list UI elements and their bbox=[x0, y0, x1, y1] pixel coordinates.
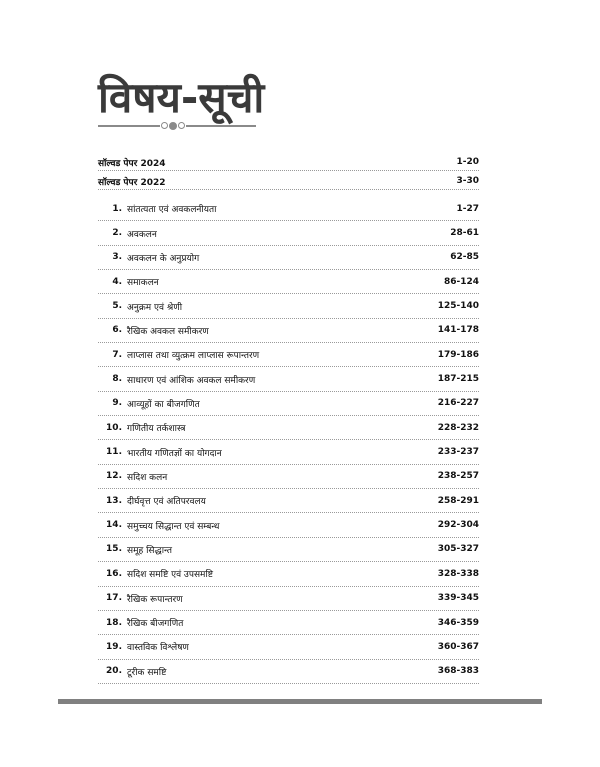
ornament-dot bbox=[169, 122, 177, 130]
chapter-title: अवकलन के अनुप्रयोग bbox=[127, 253, 200, 264]
chapter-pages: 339-345 bbox=[437, 593, 479, 604]
chapter-pages: 141-178 bbox=[437, 325, 479, 336]
chapter-number: 17. bbox=[106, 593, 122, 604]
chapter-pages: 360-367 bbox=[437, 641, 479, 652]
chapter-row[interactable] bbox=[98, 660, 479, 684]
chapter-pages: 62-85 bbox=[450, 252, 479, 263]
divider-line-right bbox=[186, 125, 256, 127]
chapter-row[interactable] bbox=[98, 294, 479, 318]
chapter-title: लाप्लास तथा व्युत्क्रम लाप्लास रूपान्तरण bbox=[127, 351, 260, 362]
chapter-number: 5. bbox=[112, 301, 122, 312]
chapter-pages: 292-304 bbox=[437, 520, 479, 531]
chapter-row[interactable] bbox=[98, 392, 479, 416]
chapter-row[interactable] bbox=[98, 197, 479, 221]
chapter-pages: 28-61 bbox=[450, 228, 479, 239]
chapter-number: 18. bbox=[106, 617, 122, 628]
chapter-pages: 228-232 bbox=[437, 422, 479, 433]
chapter-title: गणितीय तर्कशास्त्र bbox=[127, 424, 186, 435]
chapter-title: समुच्चय सिद्धान्त एवं सम्बन्ध bbox=[127, 521, 220, 532]
chapter-title: समूह सिद्धान्त bbox=[127, 545, 172, 556]
footer-rule bbox=[58, 699, 542, 704]
chapter-number: 6. bbox=[112, 325, 122, 336]
chapter-pages: 187-215 bbox=[437, 374, 479, 385]
chapter-row[interactable] bbox=[98, 489, 479, 513]
chapter-number: 2. bbox=[112, 228, 122, 239]
divider-line-left bbox=[98, 125, 160, 127]
chapter-title: टूरीक समष्टि bbox=[127, 667, 167, 678]
chapter-title: आव्यूहों का बीजगणित bbox=[127, 399, 200, 410]
chapter-number: 20. bbox=[106, 666, 122, 677]
chapter-title: वास्तविक विश्लेषण bbox=[127, 643, 189, 654]
page-title: विषय-सूची bbox=[98, 73, 265, 122]
chapter-number: 3. bbox=[112, 252, 122, 263]
solved-paper-label: सॉल्वड पेपर 2022 bbox=[98, 177, 166, 188]
chapter-title: भारतीय गणितज्ञों का योगदान bbox=[127, 448, 222, 459]
chapter-row[interactable] bbox=[98, 221, 479, 245]
chapter-title: रैखिक बीजगणित bbox=[127, 619, 184, 630]
chapter-row[interactable] bbox=[98, 416, 479, 440]
chapter-row[interactable] bbox=[98, 319, 479, 343]
chapter-row[interactable] bbox=[98, 538, 479, 562]
chapter-title: सदिश समष्टि एवं उपसमष्टि bbox=[127, 570, 214, 581]
chapter-pages: 1-27 bbox=[456, 203, 479, 214]
solved-paper-pages: 1-20 bbox=[456, 157, 479, 167]
chapter-number: 15. bbox=[106, 544, 122, 555]
solved-paper-row[interactable] bbox=[98, 173, 479, 190]
chapter-number: 1. bbox=[112, 203, 122, 214]
chapter-row[interactable] bbox=[98, 343, 479, 367]
chapter-title: रैखिक अवकल समीकरण bbox=[127, 326, 209, 337]
table-of-contents bbox=[98, 154, 479, 684]
chapter-row[interactable] bbox=[98, 367, 479, 391]
chapter-row[interactable] bbox=[98, 635, 479, 659]
chapter-title: अनुक्रम एवं श्रेणी bbox=[127, 302, 183, 313]
chapter-number: 7. bbox=[112, 349, 122, 360]
chapter-pages: 86-124 bbox=[443, 276, 479, 287]
chapter-pages: 328-338 bbox=[437, 568, 479, 579]
chapter-number: 4. bbox=[112, 276, 122, 287]
chapter-pages: 305-327 bbox=[437, 544, 479, 555]
chapter-row[interactable] bbox=[98, 513, 479, 537]
chapter-number: 16. bbox=[106, 568, 122, 579]
chapter-number: 13. bbox=[106, 495, 122, 506]
ornament-dot bbox=[161, 122, 168, 129]
solved-paper-label: सॉल्वड पेपर 2024 bbox=[98, 158, 166, 169]
chapter-number: 19. bbox=[106, 641, 122, 652]
chapter-title: सांतत्यता एवं अवकलनीयता bbox=[127, 205, 217, 216]
chapter-number: 12. bbox=[106, 471, 122, 482]
chapter-row[interactable] bbox=[98, 587, 479, 611]
chapter-title: दीर्घवृत्त एवं अतिपरवलय bbox=[127, 497, 206, 508]
chapter-list bbox=[98, 197, 479, 684]
solved-paper-row[interactable] bbox=[98, 154, 479, 171]
chapter-title: अवकलन bbox=[127, 229, 157, 240]
chapter-number: 8. bbox=[112, 374, 122, 385]
chapter-pages: 238-257 bbox=[437, 471, 479, 482]
chapter-number: 11. bbox=[106, 447, 122, 458]
title-ornament-divider bbox=[98, 121, 256, 131]
chapter-pages: 233-237 bbox=[437, 447, 479, 458]
chapter-number: 10. bbox=[106, 422, 122, 433]
chapter-title: साधारण एवं आंशिक अवकल समीकरण bbox=[127, 375, 256, 386]
solved-paper-pages: 3-30 bbox=[456, 176, 479, 186]
chapter-title: रैखिक रूपान्तरण bbox=[127, 594, 183, 605]
ornament-dot bbox=[178, 122, 185, 129]
chapter-row[interactable] bbox=[98, 562, 479, 586]
chapter-number: 9. bbox=[112, 398, 122, 409]
chapter-pages: 179-186 bbox=[437, 349, 479, 360]
chapter-row[interactable] bbox=[98, 246, 479, 270]
chapter-row[interactable] bbox=[98, 440, 479, 464]
chapter-pages: 216-227 bbox=[437, 398, 479, 409]
chapter-row[interactable] bbox=[98, 270, 479, 294]
chapter-row[interactable] bbox=[98, 611, 479, 635]
chapter-number: 14. bbox=[106, 520, 122, 531]
chapter-title: सदिश कलन bbox=[127, 472, 168, 483]
chapter-pages: 346-359 bbox=[437, 617, 479, 628]
chapter-pages: 368-383 bbox=[437, 666, 479, 677]
chapter-row[interactable] bbox=[98, 465, 479, 489]
chapter-pages: 258-291 bbox=[437, 495, 479, 506]
chapter-pages: 125-140 bbox=[437, 301, 479, 312]
chapter-title: समाकलन bbox=[127, 278, 159, 289]
